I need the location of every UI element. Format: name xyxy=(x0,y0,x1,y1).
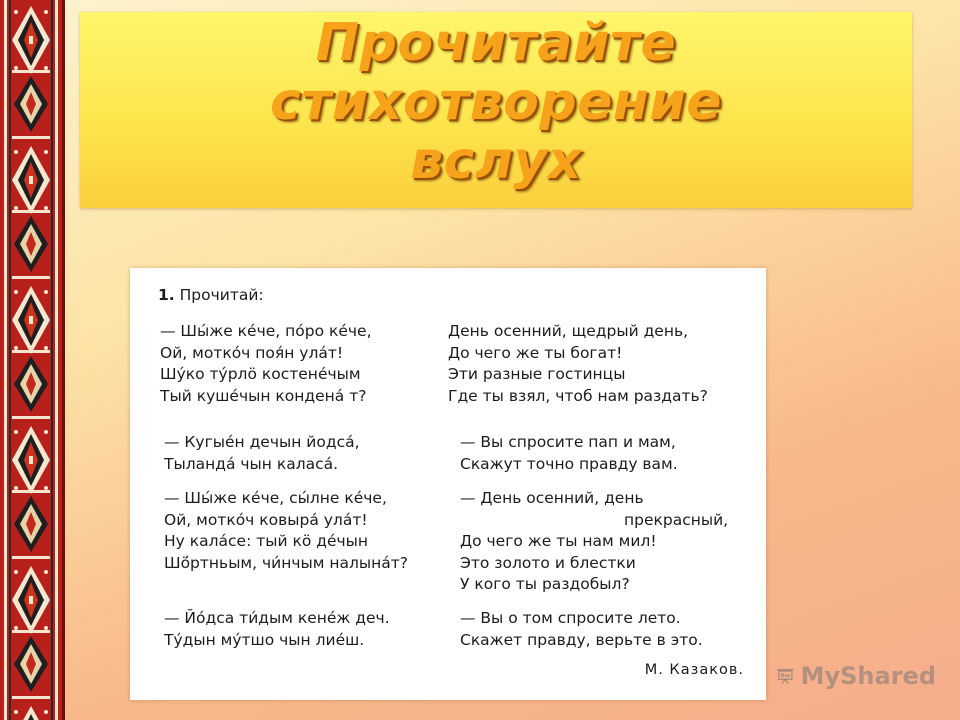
poem-line: Шу́ко ту́рлӧ костене́чым xyxy=(160,365,361,383)
poem-line: Ну кала́се: тый кӧ де́чын xyxy=(164,532,369,550)
title-line-1: Прочитайте xyxy=(315,13,677,73)
exercise-instruction: Прочитай: xyxy=(179,286,264,304)
stanza-4-mari xyxy=(164,608,390,651)
poem-line: Тыланда́ чын каласа́. xyxy=(164,454,339,473)
slide-title xyxy=(80,12,912,191)
poem-line: — Йо́дса ти́дым кене́ж деч. xyxy=(164,609,390,627)
poem-line: Скажут точно правду вам. xyxy=(460,454,678,473)
stanza-3-russian xyxy=(460,488,728,596)
textbook-page xyxy=(130,268,766,700)
stanza-4-russian xyxy=(460,608,703,651)
poem-line: Тый куше́чын конденá т? xyxy=(160,386,367,405)
poem-line: — День осенний, день xyxy=(460,489,644,507)
stanza-1-mari xyxy=(160,321,372,407)
poem-line: Шӧ́ртньым, чи́нчым налына́т? xyxy=(164,553,409,572)
poem-line: Это золото и блестки xyxy=(460,553,636,572)
poem-line: У кого ты раздобыл? xyxy=(460,575,630,593)
stanza-2-russian xyxy=(460,432,678,475)
projector-screen-icon xyxy=(776,661,795,691)
poem-line: День осенний, щедрый день, xyxy=(448,322,689,340)
poem-line: Ту́дын му́тшо чын лие́ш. xyxy=(164,630,365,649)
watermark-text: MyShared xyxy=(800,662,936,690)
poem-line: прекрасный, xyxy=(624,510,729,529)
title-line-2: стихотворение xyxy=(269,72,723,132)
exercise-header xyxy=(158,286,264,304)
poem-line: До чего же ты богат! xyxy=(448,343,623,362)
stanza-3-mari xyxy=(164,488,408,574)
poem-line: Ой, мотко́ч ковыра́ ула́т! xyxy=(164,510,368,529)
stanza-2-mari xyxy=(164,432,360,475)
myshared-watermark xyxy=(776,656,936,696)
poem-line: — Шы́же ке́че, сы́лне ке́че, xyxy=(164,489,387,507)
poem-line: До чего же ты нам мил! xyxy=(460,532,657,550)
poem-line: — Вы спросите пап и мам, xyxy=(460,433,676,451)
poem-line: — Шы́же ке́че, по́ро ке́че, xyxy=(160,322,372,340)
poem-line: — Кугые́н дечын йодса́, xyxy=(164,433,360,451)
poem-author: М. Казаков. xyxy=(644,662,744,678)
title-banner xyxy=(80,12,912,208)
poem-line: Где ты взял, чтоб нам раздать? xyxy=(448,386,708,405)
exercise-number: 1. xyxy=(158,286,175,304)
poem-line: — Вы о том спросите лето. xyxy=(460,609,681,627)
embroidery-ornament-strip xyxy=(0,0,65,720)
poem-line: Скажет правду, верьте в это. xyxy=(460,630,703,649)
title-line-3: вслух xyxy=(410,131,582,191)
poem-line: Ой, мотко́ч поя́н ула́т! xyxy=(160,343,344,362)
ornament-pattern xyxy=(0,0,62,720)
stanza-1-russian xyxy=(448,321,708,407)
poem-line: Эти разные гостинцы xyxy=(448,365,626,383)
